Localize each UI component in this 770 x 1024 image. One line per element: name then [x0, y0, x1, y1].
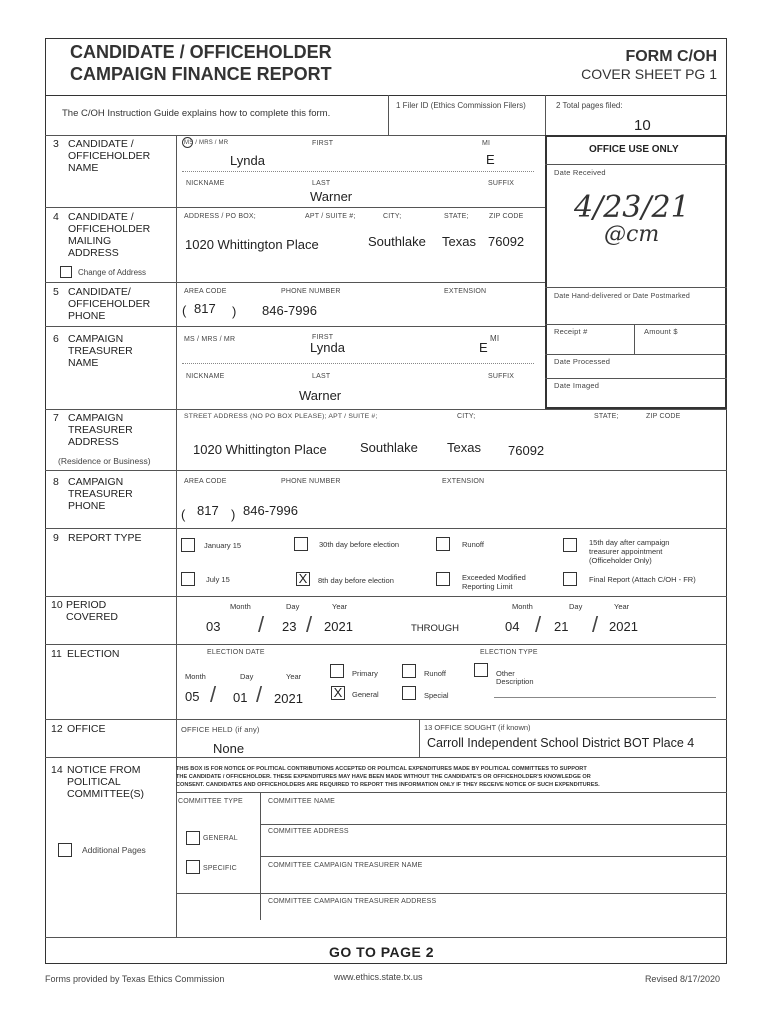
- election-date-label: ELECTION DATE: [207, 649, 265, 656]
- s9-number: 9: [53, 532, 59, 544]
- s7-label-3: ADDRESS: [68, 436, 119, 448]
- s10-label-1: PERIOD: [66, 599, 107, 611]
- date-slash: /: [258, 612, 265, 637]
- date-imaged-label: Date Imaged: [554, 381, 600, 390]
- s14-number: 14: [51, 764, 63, 776]
- 15th-day-label-3: (Officeholder Only): [589, 556, 652, 565]
- final-report-label: Final Report (Attach C/OH - FR): [589, 575, 696, 584]
- s8-area-code-label: AREA CODE: [184, 478, 227, 485]
- s7-number: 7: [53, 412, 59, 424]
- s4-state-label: STATE;: [444, 213, 469, 220]
- s4-address-label: ADDRESS / PO BOX;: [184, 213, 256, 220]
- general-committee-label: GENERAL: [203, 835, 238, 842]
- s8-extension-label: EXTENSION: [442, 478, 485, 485]
- filer-id-label: 1 Filer ID (Ethics Commission Filers): [396, 101, 526, 110]
- s5-label-1: CANDIDATE/: [68, 286, 131, 298]
- total-pages-value[interactable]: 10: [634, 117, 651, 134]
- period-to-day[interactable]: 21: [554, 619, 569, 634]
- to-day-label: Day: [569, 602, 583, 611]
- s14-label-2: POLITICAL: [67, 776, 121, 788]
- 30th-day-label: 30th day before election: [319, 540, 400, 549]
- s8-paren-close: ): [231, 507, 236, 522]
- s6-number: 6: [53, 333, 59, 345]
- s7-label-1: CAMPAIGN: [68, 412, 124, 424]
- change-of-address-checkbox[interactable]: [60, 266, 72, 278]
- period-from-month[interactable]: 03: [206, 619, 221, 634]
- candidate-middle-initial[interactable]: E: [486, 152, 495, 167]
- jan15-checkbox[interactable]: [181, 538, 195, 552]
- s4-zip-label: ZIP CODE: [489, 213, 524, 220]
- cover-sheet-label: COVER SHEET PG 1: [581, 66, 717, 82]
- office-sought-label: 13 OFFICE SOUGHT (if known): [424, 723, 531, 732]
- s5-extension-label: EXTENSION: [444, 288, 487, 295]
- from-year-label: Year: [332, 602, 348, 611]
- date-slash: /: [535, 612, 542, 637]
- period-from-day[interactable]: 23: [282, 619, 297, 634]
- s3-suffix-label: SUFFIX: [488, 180, 515, 187]
- to-month-label: Month: [512, 602, 533, 611]
- s8-phone-label: PHONE NUMBER: [281, 478, 341, 485]
- s6-label-1: CAMPAIGN: [68, 333, 124, 345]
- candidate-mailing-city[interactable]: Southlake: [368, 234, 426, 249]
- s4-label-1: CANDIDATE /: [68, 211, 134, 223]
- additional-pages-label: Additional Pages: [82, 845, 146, 855]
- committee-type-label: COMMITTEE TYPE: [178, 798, 243, 805]
- treasurer-state[interactable]: Texas: [447, 440, 481, 455]
- date-received-label: Date Received: [554, 168, 606, 177]
- s6-first-label: FIRST: [312, 334, 334, 341]
- s10-number: 10: [51, 599, 63, 611]
- s11-label: ELECTION: [67, 648, 120, 660]
- election-day[interactable]: 01: [233, 690, 248, 705]
- s8-label-2: TREASURER: [68, 488, 133, 500]
- primary-label: Primary: [352, 669, 378, 678]
- notice-text-2: THE CANDIDATE / OFFICEHOLDER. THESE EXPENDITURES MAY HAVE BEEN MADE WITHOUT THE CANDIDATE'S OR OFFICEHOLDER'S KNOWLEDGE OR: [176, 774, 591, 780]
- total-pages-label: 2 Total pages filed:: [556, 101, 623, 110]
- candidate-mailing-state[interactable]: Texas: [442, 234, 476, 249]
- s6-mi-label: MI: [490, 334, 500, 343]
- special-label: Special: [424, 691, 449, 700]
- period-to-year[interactable]: 2021: [609, 619, 638, 634]
- s7-street-label: STREET ADDRESS (NO PO BOX PLEASE); APT / SUITE #;: [184, 413, 378, 420]
- s5-paren-open: (: [182, 303, 187, 318]
- s5-paren-close: ): [232, 304, 237, 319]
- candidate-area-code[interactable]: 817: [194, 301, 216, 316]
- committee-treasurer-address-label: COMMITTEE CAMPAIGN TREASURER ADDRESS: [268, 898, 437, 905]
- s4-city-label: CITY;: [383, 213, 402, 220]
- election-type-label: ELECTION TYPE: [480, 649, 538, 656]
- 15th-day-label-2: treasurer appointment: [589, 547, 663, 556]
- s4-label-2: OFFICEHOLDER: [68, 223, 151, 235]
- s7-zip-label: ZIP CODE: [646, 413, 681, 420]
- date-slash: /: [210, 682, 217, 707]
- s3-mi-label: MI: [482, 140, 491, 147]
- s9-label: REPORT TYPE: [68, 532, 142, 544]
- s6-title-label: MS / MRS / MR: [184, 336, 236, 343]
- specific-committee-label: SPECIFIC: [203, 865, 237, 872]
- footer-revised: Revised 8/17/2020: [644, 974, 720, 984]
- s6-suffix-label: SUFFIX: [488, 373, 515, 380]
- other-label: Other: [496, 669, 515, 678]
- receipt-label: Receipt #: [554, 327, 588, 336]
- runoff-election-checkbox[interactable]: [402, 664, 416, 678]
- candidate-mailing-address[interactable]: 1020 Whittington Place: [185, 237, 319, 252]
- instructions-text: The C/OH Instruction Guide explains how to complete this form.: [62, 108, 331, 119]
- other-checkbox[interactable]: [474, 663, 488, 677]
- general-checkbox[interactable]: X: [331, 686, 345, 700]
- election-year-label: Year: [286, 672, 302, 681]
- s4-apt-label: APT / SUITE #;: [305, 213, 356, 220]
- 15th-day-checkbox[interactable]: [563, 538, 577, 552]
- s3-label-3: NAME: [68, 162, 99, 174]
- election-month[interactable]: 05: [185, 689, 200, 704]
- candidate-mailing-zip[interactable]: 76092: [488, 234, 525, 249]
- special-checkbox[interactable]: [402, 686, 416, 700]
- through-label: THROUGH: [411, 623, 460, 634]
- s3-label-2: OFFICEHOLDER: [68, 150, 151, 162]
- candidate-phone-number[interactable]: 846-7996: [262, 303, 317, 318]
- 8th-day-label: 8th day before election: [318, 576, 394, 585]
- handwritten-date: 4/23/21: [574, 190, 690, 225]
- go-to-page-2: GO TO PAGE 2: [329, 944, 435, 960]
- s12-label: OFFICE: [67, 723, 106, 735]
- general-label: General: [352, 690, 379, 699]
- treasurer-address[interactable]: 1020 Whittington Place: [193, 442, 327, 457]
- s8-label-1: CAMPAIGN: [68, 476, 124, 488]
- amount-label: Amount $: [644, 327, 678, 336]
- office-sought-value[interactable]: Carroll Independent School District BOT Place 4: [427, 736, 695, 750]
- s4-number: 4: [53, 211, 59, 223]
- election-year[interactable]: 2021: [274, 691, 303, 706]
- form-code: FORM C/OH: [625, 48, 717, 65]
- candidate-last-name[interactable]: Warner: [310, 189, 353, 204]
- period-from-year[interactable]: 2021: [324, 619, 353, 634]
- office-held-value[interactable]: None: [213, 741, 245, 756]
- runoff-election-label: Runoff: [424, 669, 446, 678]
- from-day-label: Day: [286, 602, 300, 611]
- s7-label-2: TREASURER: [68, 424, 133, 436]
- to-year-label: Year: [614, 602, 630, 611]
- committee-name-label: COMMITTEE NAME: [268, 798, 335, 805]
- treasurer-city[interactable]: Southlake: [360, 440, 418, 455]
- date-slash: /: [592, 612, 599, 637]
- exceeded-limit-label-2: Reporting Limit: [462, 582, 513, 591]
- primary-checkbox[interactable]: [330, 664, 344, 678]
- treasurer-last-name[interactable]: Warner: [299, 388, 342, 403]
- office-held-label: OFFICE HELD (if any): [181, 725, 260, 734]
- treasurer-area-code[interactable]: 817: [197, 503, 219, 518]
- s8-label-3: PHONE: [68, 500, 106, 512]
- 15th-day-label-1: 15th day after campaign: [589, 538, 670, 547]
- form-title-line1: CANDIDATE / OFFICEHOLDER: [70, 42, 332, 62]
- runoff-report-label: Runoff: [462, 540, 484, 549]
- runoff-report-checkbox[interactable]: [436, 537, 450, 551]
- exceeded-limit-label-1: Exceeded Modified: [462, 573, 526, 582]
- date-processed-label: Date Processed: [554, 357, 611, 366]
- s11-number: 11: [51, 648, 62, 660]
- additional-pages-checkbox[interactable]: [58, 843, 72, 857]
- date-hand-delivered-label: Date Hand-delivered or Date Postmarked: [554, 293, 690, 300]
- form-title-line2: CAMPAIGN FINANCE REPORT: [70, 64, 332, 84]
- committee-address-label: COMMITTEE ADDRESS: [268, 828, 349, 835]
- s5-label-3: PHONE: [68, 310, 106, 322]
- s3-nickname-label: NICKNAME: [186, 180, 225, 187]
- s5-label-2: OFFICEHOLDER: [68, 298, 151, 310]
- notice-text-1: THIS BOX IS FOR NOTICE OF POLITICAL CONTRIBUTIONS ACCEPTED OR POLITICAL EXPENDITURES MADE BY POLITICAL COMMITTEES TO SUPPORT: [176, 766, 587, 772]
- date-slash: /: [256, 682, 263, 707]
- s3-title-label: MS / MRS / MR: [184, 140, 229, 146]
- s7-state-label: STATE;: [594, 413, 619, 420]
- handwritten-initials: @cm: [604, 222, 660, 247]
- final-report-checkbox[interactable]: [563, 572, 577, 586]
- period-to-month[interactable]: 04: [505, 619, 520, 634]
- office-use-title: OFFICE USE ONLY: [589, 144, 679, 155]
- s3-last-label: LAST: [312, 180, 331, 187]
- s4-label-4: ADDRESS: [68, 247, 119, 259]
- s5-phone-label: PHONE NUMBER: [281, 288, 341, 295]
- from-month-label: Month: [230, 602, 251, 611]
- date-slash: /: [306, 612, 313, 637]
- candidate-first-name[interactable]: Lynda: [230, 153, 265, 168]
- s12-number: 12: [51, 723, 63, 735]
- committee-treasurer-name-label: COMMITTEE CAMPAIGN TREASURER NAME: [268, 862, 423, 869]
- general-committee-checkbox[interactable]: [186, 831, 200, 845]
- s6-last-label: LAST: [312, 373, 331, 380]
- treasurer-middle-initial[interactable]: E: [479, 340, 488, 355]
- s5-area-code-label: AREA CODE: [184, 288, 227, 295]
- exceeded-limit-checkbox[interactable]: [436, 572, 450, 586]
- treasurer-zip[interactable]: 76092: [508, 443, 545, 458]
- change-of-address-label: Change of Address: [78, 268, 147, 277]
- s7-city-label: CITY;: [457, 413, 476, 420]
- s6-label-2: TREASURER: [68, 345, 133, 357]
- s7-label-4: (Residence or Business): [58, 456, 151, 466]
- 8th-day-checkbox[interactable]: X: [296, 572, 310, 586]
- s3-number: 3: [53, 138, 59, 150]
- s3-label-1: CANDIDATE /: [68, 138, 134, 150]
- election-month-label: Month: [185, 672, 206, 681]
- jul15-checkbox[interactable]: [181, 572, 195, 586]
- s8-paren-open: (: [181, 507, 186, 522]
- jan15-label: January 15: [204, 541, 242, 550]
- s5-number: 5: [53, 286, 59, 298]
- notice-text-3: CONSENT. CANDIDATES AND OFFICEHOLDERS ARE REQUIRED TO REPORT THIS INFORMATION ONLY IF THEY RECEIVE NOTICE OF SUCH EXPENDITURES.: [176, 782, 600, 788]
- s6-nickname-label: NICKNAME: [186, 373, 225, 380]
- s10-label-2: COVERED: [66, 611, 118, 623]
- s14-label-3: COMMITTEE(S): [67, 788, 144, 800]
- other-description-label: Description: [496, 677, 534, 686]
- s4-label-3: MAILING: [68, 235, 112, 247]
- treasurer-first-name[interactable]: Lynda: [310, 340, 345, 355]
- election-day-label: Day: [240, 672, 254, 681]
- jul15-label: July 15: [206, 575, 230, 584]
- s14-label-1: NOTICE FROM: [67, 764, 141, 776]
- footer-provided: Forms provided by Texas Ethics Commission: [45, 974, 225, 984]
- s8-number: 8: [53, 476, 59, 488]
- s3-first-label: FIRST: [312, 140, 334, 147]
- s6-label-3: NAME: [68, 357, 99, 369]
- specific-committee-checkbox[interactable]: [186, 860, 200, 874]
- 30th-day-checkbox[interactable]: [294, 537, 308, 551]
- footer-url: www.ethics.state.tx.us: [334, 972, 423, 982]
- treasurer-phone-number[interactable]: 846-7996: [243, 503, 298, 518]
